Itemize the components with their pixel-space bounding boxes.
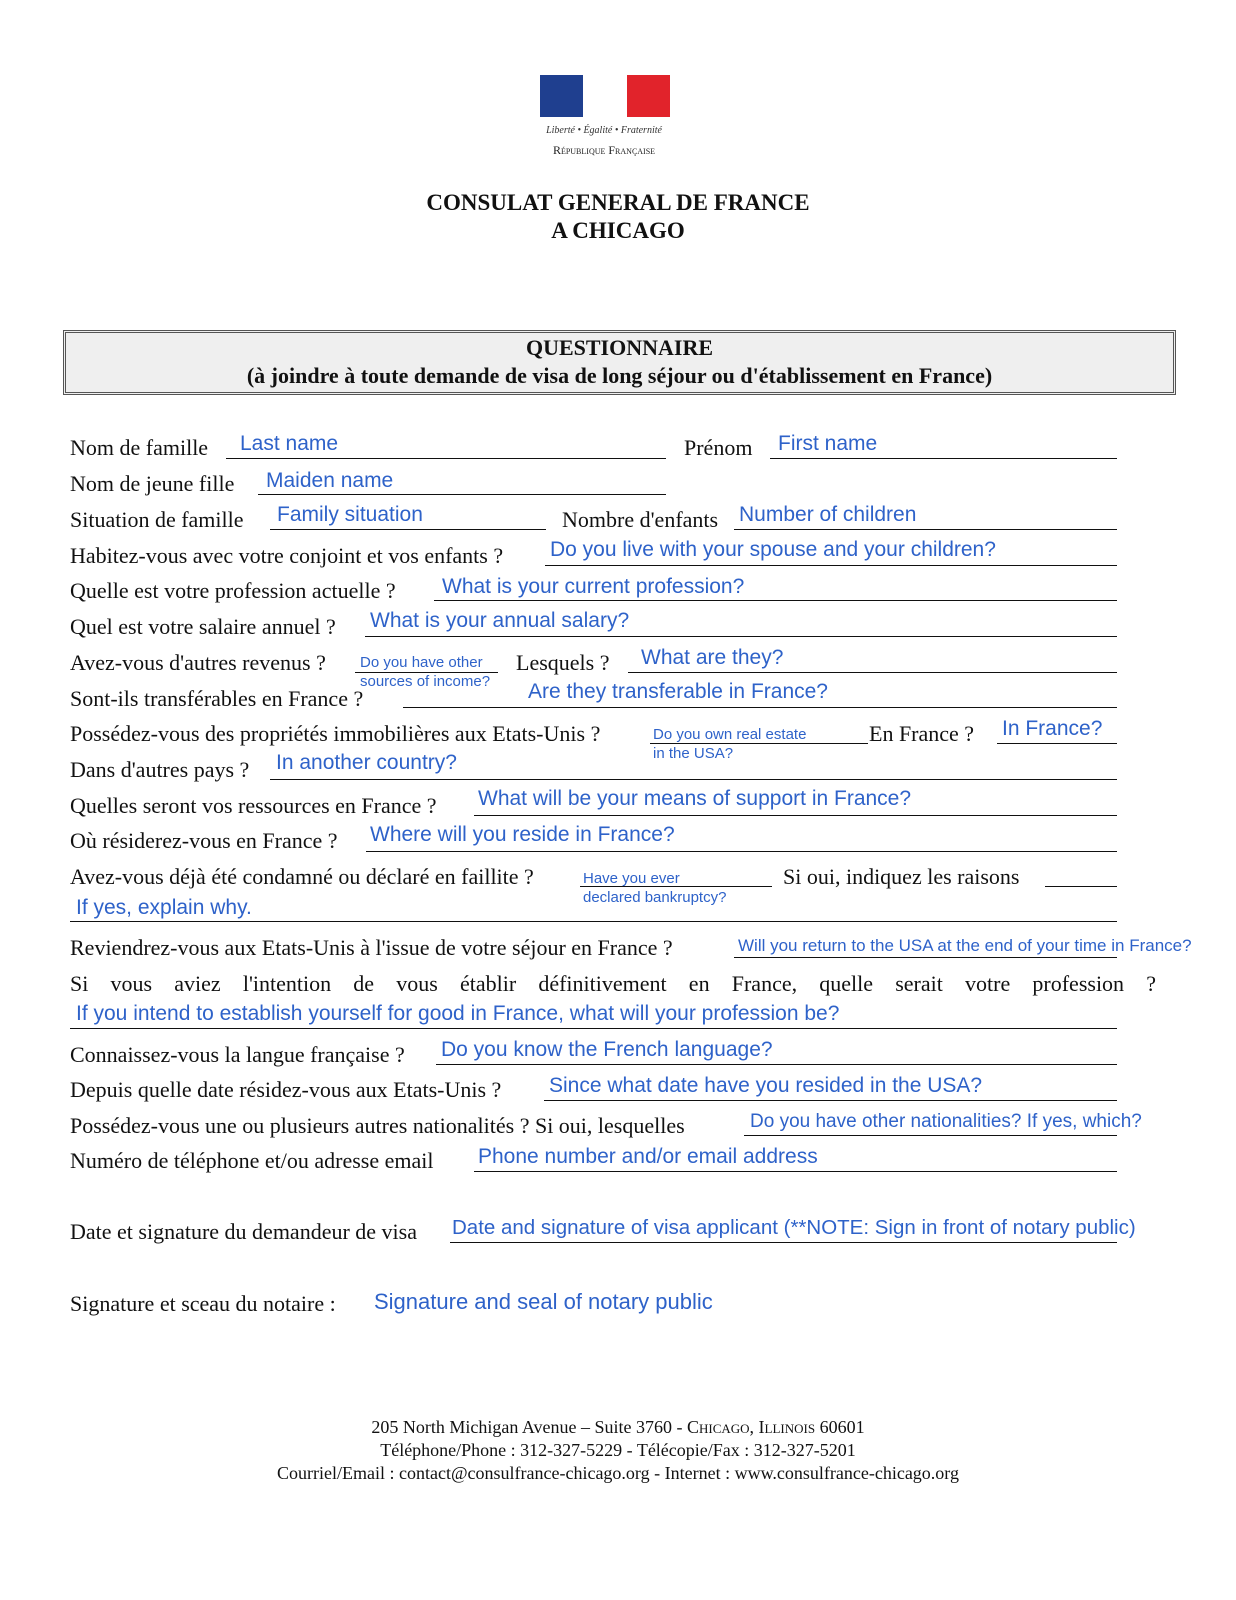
flag-red-band	[627, 75, 670, 117]
label-habitez: Habitez-vous avec votre conjoint et vos enfants ?	[70, 543, 504, 568]
answer-profession[interactable]: What is your current profession?	[442, 575, 745, 598]
answer-bankruptcy-line2[interactable]: declared bankruptcy?	[583, 889, 727, 906]
answer-explain-why[interactable]: If yes, explain why.	[76, 896, 252, 919]
answer-nationalities[interactable]: Do you have other nationalities? If yes, which?	[750, 1111, 1142, 1132]
marianne-flag-icon	[540, 75, 670, 117]
answer-last-name[interactable]: Last name	[240, 432, 339, 455]
answer-means-of-support[interactable]: What will be your means of support in France?	[478, 787, 912, 810]
label-transferables: Sont-ils transférables en France ?	[70, 686, 364, 711]
answer-french-language[interactable]: Do you know the French language?	[441, 1038, 773, 1061]
label-telephone: Numéro de téléphone et/ou adresse email	[70, 1148, 434, 1173]
footer-address-city: Chicago, Illinois	[687, 1417, 816, 1437]
answer-real-estate-line1[interactable]: Do you own real estate	[653, 726, 807, 743]
line-en-france	[997, 743, 1117, 744]
label-nom-jeune-fille: Nom de jeune fille	[70, 471, 235, 496]
label-autres-pays: Dans d'autres pays ?	[70, 757, 250, 782]
line-situation	[270, 529, 546, 530]
questionnaire-banner	[63, 330, 1176, 395]
label-residerez: Où résiderez-vous en France ?	[70, 828, 338, 853]
line-si-oui	[1045, 886, 1117, 887]
line-etablir	[70, 1028, 1117, 1029]
answer-establish-profession[interactable]: If you intend to establish yourself for good in France, what will your profession be?	[76, 1002, 840, 1025]
answer-salary[interactable]: What is your annual salary?	[370, 609, 630, 632]
footer-address-street: 205 North Michigan Avenue – Suite 3760 -	[371, 1417, 687, 1437]
answer-family-situation[interactable]: Family situation	[277, 503, 423, 526]
answer-children[interactable]: Number of children	[739, 503, 917, 526]
consulate-city: A CHICAGO	[551, 218, 685, 243]
label-condamne: Avez-vous déjà été condamné ou déclaré en faillite ?	[70, 864, 534, 889]
line-profession	[434, 600, 1117, 601]
label-nationalites: Possédez-vous une ou plusieurs autres nationalités ? Si oui, lesquelles	[70, 1113, 685, 1138]
footer-email: Courriel/Email : contact@consulfrance-chicago.org - Internet : www.consulfrance-chicago.org	[277, 1463, 959, 1483]
label-langue: Connaissez-vous la langue française ?	[70, 1042, 405, 1067]
line-telephone	[474, 1171, 1117, 1172]
answer-other-income-line2[interactable]: sources of income?	[360, 673, 491, 690]
label-ressources: Quelles seront vos ressources en France ?	[70, 793, 437, 818]
flag-white-band	[583, 75, 627, 117]
answer-return-usa[interactable]: Will you return to the USA at the end of your time in France?	[738, 936, 1192, 955]
line-residerez	[366, 851, 1117, 852]
answer-another-country[interactable]: In another country?	[276, 751, 457, 774]
label-proprietes: Possédez-vous des propriétés immobilières aux Etats-Unis ?	[70, 721, 601, 746]
line-habitez	[545, 565, 1117, 566]
line-langue	[436, 1064, 1117, 1065]
answer-maiden-name[interactable]: Maiden name	[266, 469, 394, 492]
answer-phone-email[interactable]: Phone number and/or email address	[478, 1145, 818, 1168]
label-depuis: Depuis quelle date résidez-vous aux Etats-Unis ?	[70, 1077, 502, 1102]
line-proprietes	[650, 743, 868, 744]
answer-bankruptcy-line1[interactable]: Have you ever	[583, 870, 680, 887]
line-nationalites	[744, 1135, 1117, 1136]
label-situation: Situation de famille	[70, 507, 244, 532]
line-nom-famille	[226, 458, 666, 459]
label-en-france: En France ?	[869, 721, 975, 746]
label-reviendrez: Reviendrez-vous aux Etats-Unis à l'issue de votre séjour en France ?	[70, 935, 673, 960]
footer-address	[0, 1417, 1236, 1438]
answer-in-france[interactable]: In France?	[1002, 717, 1103, 740]
label-etablir: Si vous aviez l'intention de vous établir définitivement en France, quelle serait votre profession ?	[70, 971, 1156, 996]
answer-live-with-spouse[interactable]: Do you live with your spouse and your children?	[550, 538, 996, 561]
footer-phone: Téléphone/Phone : 312-327-5229 - Télécopie/Fax : 312-327-5201	[380, 1440, 856, 1460]
questionnaire-title: QUESTIONNAIRE	[525, 335, 714, 360]
label-date-signature: Date et signature du demandeur de visa	[70, 1219, 417, 1244]
label-enfants: Nombre d'enfants	[562, 507, 719, 532]
answer-transferable[interactable]: Are they transferable in France?	[528, 680, 828, 703]
logo-motto: Liberté • Égalité • Fraternité	[546, 125, 662, 136]
line-reviendrez	[734, 957, 1117, 958]
line-prenom	[770, 458, 1117, 459]
answer-resided-since[interactable]: Since what date have you resided in the USA?	[549, 1074, 983, 1097]
logo-republic: République Française	[552, 143, 656, 157]
label-nom-famille: Nom de famille	[70, 435, 209, 460]
answer-date-signature[interactable]: Date and signature of visa applicant (**NOTE: Sign in front of notary public)	[452, 1216, 1136, 1239]
line-date-signature	[450, 1242, 1117, 1243]
line-ressources	[474, 815, 1117, 816]
flag-blue-band	[540, 75, 583, 117]
answer-notary[interactable]: Signature and seal of notary public	[374, 1289, 713, 1314]
label-profession: Quelle est votre profession actuelle ?	[70, 578, 396, 603]
label-revenus: Avez-vous d'autres revenus ?	[70, 650, 326, 675]
answer-real-estate-line2[interactable]: in the USA?	[653, 745, 734, 762]
consulate-title: CONSULAT GENERAL DE FRANCE	[426, 190, 810, 215]
line-enfants	[734, 529, 1117, 530]
answer-other-income-line1[interactable]: Do you have other	[360, 654, 483, 671]
line-depuis	[544, 1100, 1117, 1101]
line-salaire	[365, 636, 1117, 637]
answer-what-are-they[interactable]: What are they?	[641, 646, 784, 669]
footer-address-zip: 60601	[815, 1417, 865, 1437]
questionnaire-subtitle: (à joindre à toute demande de visa de long séjour ou d'établissement en France)	[246, 363, 993, 388]
line-explain-why	[70, 921, 1117, 922]
label-prenom: Prénom	[684, 435, 753, 460]
line-nom-jeune-fille	[258, 494, 666, 495]
label-lesquels: Lesquels ?	[516, 650, 610, 675]
answer-reside[interactable]: Where will you reside in France?	[370, 823, 675, 846]
republique-francaise-logo	[523, 64, 685, 164]
label-notaire: Signature et sceau du notaire :	[70, 1291, 336, 1316]
line-transferables	[403, 707, 1117, 708]
label-si-oui: Si oui, indiquez les raisons	[783, 864, 1020, 889]
line-autres-pays	[270, 779, 1117, 780]
answer-first-name[interactable]: First name	[778, 432, 878, 455]
label-salaire: Quel est votre salaire annuel ?	[70, 614, 336, 639]
line-lesquels	[628, 672, 1117, 673]
